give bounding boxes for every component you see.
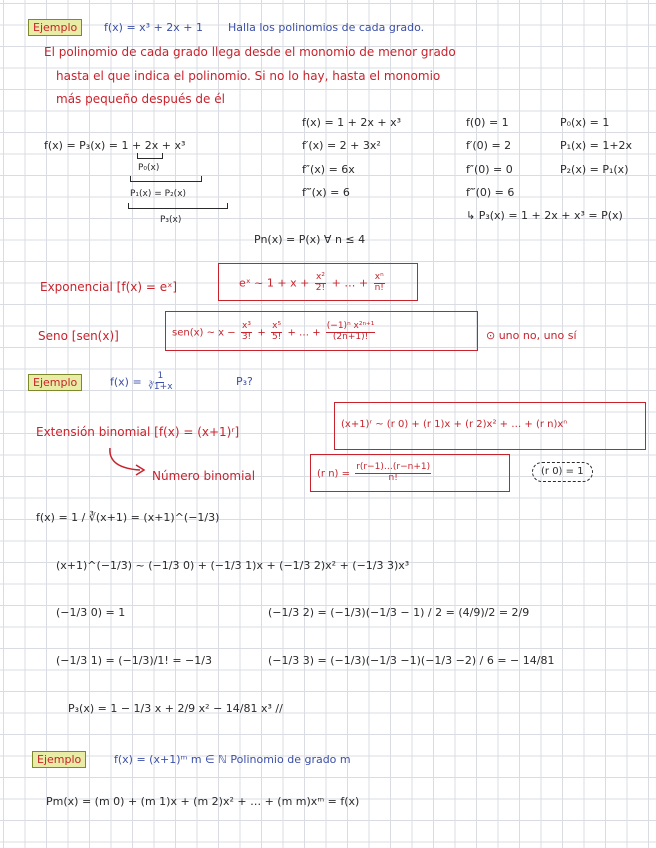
sine-formula-box [165, 311, 478, 351]
ejemplo-tag: Ejemplo [28, 19, 82, 36]
binomial-number-def: (r n) = $\frac{r(r-1)\dots(r-n+1)}{n!}$ [317, 462, 431, 483]
exponential-label: Exponencial [f(x) = eˣ] [40, 280, 178, 294]
value-1: f′(0) = 2 [466, 139, 512, 152]
poly-result: ↳ P₃(x) = 1 + 2x + x³ = P(x) [466, 209, 623, 222]
calc-b0: (−1/3 0) = 1 [56, 606, 126, 619]
calc-p3: P₃(x) = 1 − 1/3 x + 2/9 x² − 14/81 x³ // [68, 702, 283, 715]
deriv-2: f″(x) = 6x [302, 163, 355, 176]
brace-p0-label: P₀(x) [138, 163, 160, 173]
value-0: f(0) = 1 [466, 116, 509, 129]
note-line-3: más pequeño después de él [56, 92, 225, 106]
calc-b2: (−1/3 2) = (−1/3)(−1/3 − 1) / 2 = (4/9)/2 = 2/9 [268, 606, 530, 619]
binomial-number-label: Número binomial [152, 469, 256, 483]
brace-p3-label: P₃(x) [160, 215, 182, 225]
general-statement: Pn(x) = P(x) ∀ n ≤ 4 [254, 233, 366, 246]
brace-p3 [128, 203, 228, 209]
sine-label: Seno [sen(x)] [38, 329, 119, 343]
deriv-3: f‴(x) = 6 [302, 186, 350, 199]
brace-p0 [137, 153, 163, 159]
poly-0: P₀(x) = 1 [560, 116, 610, 129]
deriv-0: f(x) = 1 + 2x + x³ [302, 116, 402, 129]
calc-expansion: (x+1)^(−1/3) ~ (−1/3 0) + (−1/3 1)x + (−1/3 2)x² + (−1/3 3)x³ [56, 559, 410, 572]
value-2: f″(0) = 0 [466, 163, 513, 176]
example-function: f(x) = x³ + 2x + 1 [104, 21, 204, 34]
deriv-1: f′(x) = 2 + 3x² [302, 139, 381, 152]
example3-function: f(x) = (x+1)ᵐ m ∈ ℕ Polinomio de grado m [114, 753, 351, 766]
poly-2: P₂(x) = P₁(x) [560, 163, 629, 176]
calc-function: f(x) = 1 / ∛(x+1) = (x+1)^(−1/3) [36, 511, 220, 524]
brace-p1p2 [130, 176, 202, 182]
binomial-label: Extensión binomial [f(x) = (x+1)ʳ] [36, 425, 240, 439]
example-task: Halla los polinomios de cada grado. [228, 21, 425, 34]
binomial-formula-box [334, 402, 646, 450]
ejemplo-tag-3: Ejemplo [32, 751, 86, 768]
calc-b3: (−1/3 3) = (−1/3)(−1/3 −1)(−1/3 −2) / 6 = − 14/81 [268, 654, 555, 667]
brace-p1p2-label: P₁(x) = P₂(x) [130, 189, 187, 199]
binomial-formula: (x+1)ʳ ~ (r 0) + (r 1)x + (r 2)x² + … + (r n)xⁿ [341, 419, 568, 430]
sine-formula: sen(x) ~ x − $\frac{\text{x³}}{3!}$ + $\frac{\text{x⁵}}{5!}$ + … + $\frac{\text{(−1)ⁿ x²ⁿ⁺¹}}{(2n+1)!}$ [172, 321, 375, 342]
exponential-formula: eˣ ~ 1 + x + $\frac{\text{x²}}{2!}$ + … + $\frac{\text{xⁿ}}{n!}$ [239, 272, 384, 293]
value-3: f‴(0) = 6 [466, 186, 515, 199]
poly-1: P₁(x) = 1+2x [560, 139, 633, 152]
arrow-icon [104, 446, 150, 476]
binomial-number-box [310, 454, 510, 492]
exponential-formula-box [218, 263, 418, 301]
note-line-2: hasta el que indica el polinomio. Si no lo hay, hasta el monomio [56, 69, 441, 83]
note-line-1: El polinomio de cada grado llega desde el monomio de menor grado [44, 45, 456, 59]
binomial-r0-badge: (r 0) = 1 [532, 462, 593, 482]
example2-function: f(x) = $\frac{1}{∛1+x}$ [110, 371, 173, 392]
polynomial-lhs: f(x) = P₃(x) = 1 + 2x + x³ [44, 139, 186, 152]
ejemplo-tag-2: Ejemplo [28, 374, 82, 391]
example2-ask: P₃? [236, 375, 253, 388]
example3-pm: Pm(x) = (m 0) + (m 1)x + (m 2)x² + … + (m m)xᵐ = f(x) [46, 795, 360, 808]
sine-note: ⊙ uno no, uno sí [486, 329, 577, 342]
calc-b1: (−1/3 1) = (−1/3)/1! = −1/3 [56, 654, 212, 667]
